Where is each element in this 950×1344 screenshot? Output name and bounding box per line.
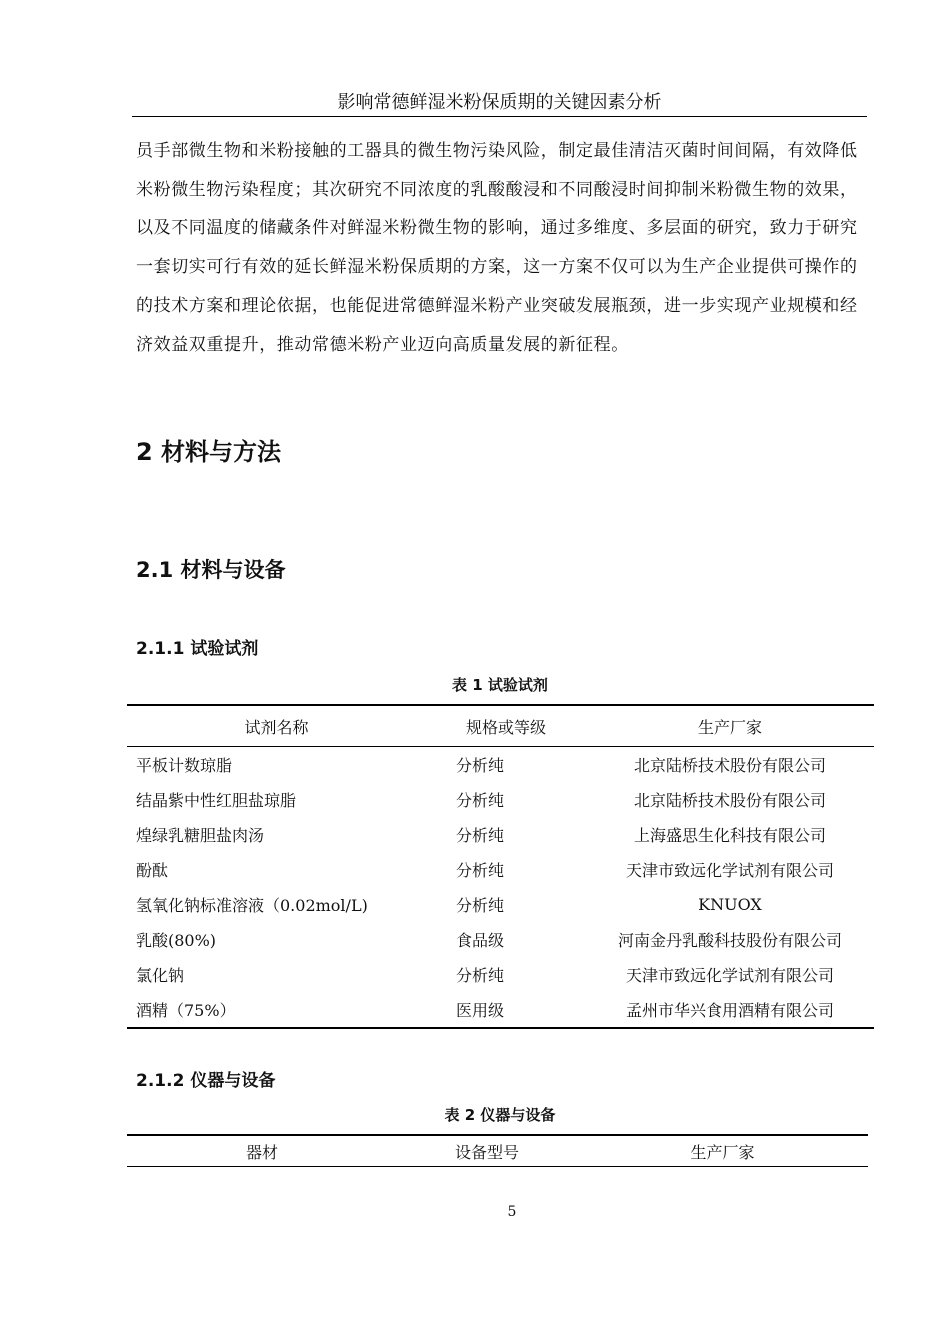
reagent-name-cell: 煌绿乳糖胆盐肉汤 — [136, 826, 265, 845]
grade-cell: 医用级 — [456, 1001, 505, 1020]
grade-cell: 食品级 — [456, 931, 505, 950]
reagent-name-cell: 结晶紫中性红胆盐琼脂 — [136, 791, 297, 810]
table1-caption: 表 1 试验试剂 — [452, 676, 548, 694]
table2-caption: 表 2 仪器与设备 — [444, 1106, 556, 1124]
subsubsection-heading-reagents: 2.1.1 试验试剂 — [136, 639, 259, 659]
manufacturer-cell: 天津市致远化学试剂有限公司 — [625, 861, 834, 880]
page-number: 5 — [507, 1204, 517, 1220]
table-row — [127, 957, 874, 992]
column-header: 规格或等级 — [426, 705, 586, 747]
table-header-row — [127, 1135, 868, 1167]
manufacturer-cell: 上海盛思生化科技有限公司 — [633, 826, 826, 845]
grade-cell: 分析纯 — [456, 756, 505, 775]
column-header: 器材 — [127, 1135, 397, 1167]
subsubsection-heading-equipment: 2.1.2 仪器与设备 — [136, 1071, 276, 1091]
section-heading-2: 2 材料与方法 — [136, 438, 282, 466]
grade-cell: 分析纯 — [456, 861, 505, 880]
table-row — [127, 782, 874, 817]
reagent-name-cell: 氯化钠 — [136, 966, 185, 985]
table-row — [127, 887, 874, 922]
manufacturer-cell: 天津市致远化学试剂有限公司 — [625, 966, 834, 985]
manufacturer-cell: KNUOX — [698, 895, 762, 914]
manufacturer-cell: 孟州市华兴食用酒精有限公司 — [625, 1001, 834, 1020]
column-header: 设备型号 — [397, 1135, 577, 1167]
reagent-name-cell: 酒精（75%） — [136, 1001, 236, 1020]
table-header-row — [127, 705, 874, 747]
table-row — [127, 922, 874, 957]
grade-cell: 分析纯 — [456, 896, 505, 915]
table-row — [127, 852, 874, 887]
reagent-name-cell: 乳酸(80%) — [136, 931, 217, 950]
equipment-table — [127, 1134, 868, 1167]
grade-cell: 分析纯 — [456, 826, 505, 845]
page-header — [132, 88, 867, 117]
table-row — [127, 747, 874, 783]
column-header: 试剂名称 — [127, 705, 426, 747]
table-row — [127, 817, 874, 852]
table-row — [127, 992, 874, 1028]
manufacturer-cell: 河南金丹乳酸科技股份有限公司 — [617, 931, 842, 950]
body-paragraph: 员手部微生物和米粉接触的工器具的微生物污染风险，制定最佳清洁灭菌时间间隔，有效降低米粉微生物污染程度；其次研究不同浓度的乳酸酸浸和不同酸浸时间抑制米粉微生物的效果，以及不同温度的储藏条件对鲜湿米粉微生物的影响，通过多维度、多层面的研究，致力于研究一套切实可行有效的延长鲜湿米粉保质期的方案，这一方案不仅可以为生产企业提供可操作的的技术方案和理论依据，也能促进常德鲜湿米粉产业突破发展瓶颈，进一步实现产业规模和经济效益双重提升，推动常德米粉产业迈向高质量发展的新征程。 — [136, 141, 858, 355]
grade-cell: 分析纯 — [456, 791, 505, 810]
column-header: 生产厂家 — [577, 1135, 868, 1167]
reagent-name-cell: 酚酞 — [136, 861, 169, 880]
reagents-table — [127, 704, 874, 1029]
reagent-name-cell: 平板计数琼脂 — [136, 756, 233, 775]
column-header: 生产厂家 — [586, 705, 874, 747]
reagent-name-cell: 氢氧化钠标准溶液（0.02mol/L) — [136, 896, 368, 915]
manufacturer-cell: 北京陆桥技术股份有限公司 — [633, 756, 826, 775]
manufacturer-cell: 北京陆桥技术股份有限公司 — [633, 791, 826, 810]
running-title: 影响常德鲜湿米粉保质期的关键因素分析 — [337, 92, 662, 113]
grade-cell: 分析纯 — [456, 966, 505, 985]
subsection-heading-2-1: 2.1 材料与设备 — [136, 558, 286, 582]
